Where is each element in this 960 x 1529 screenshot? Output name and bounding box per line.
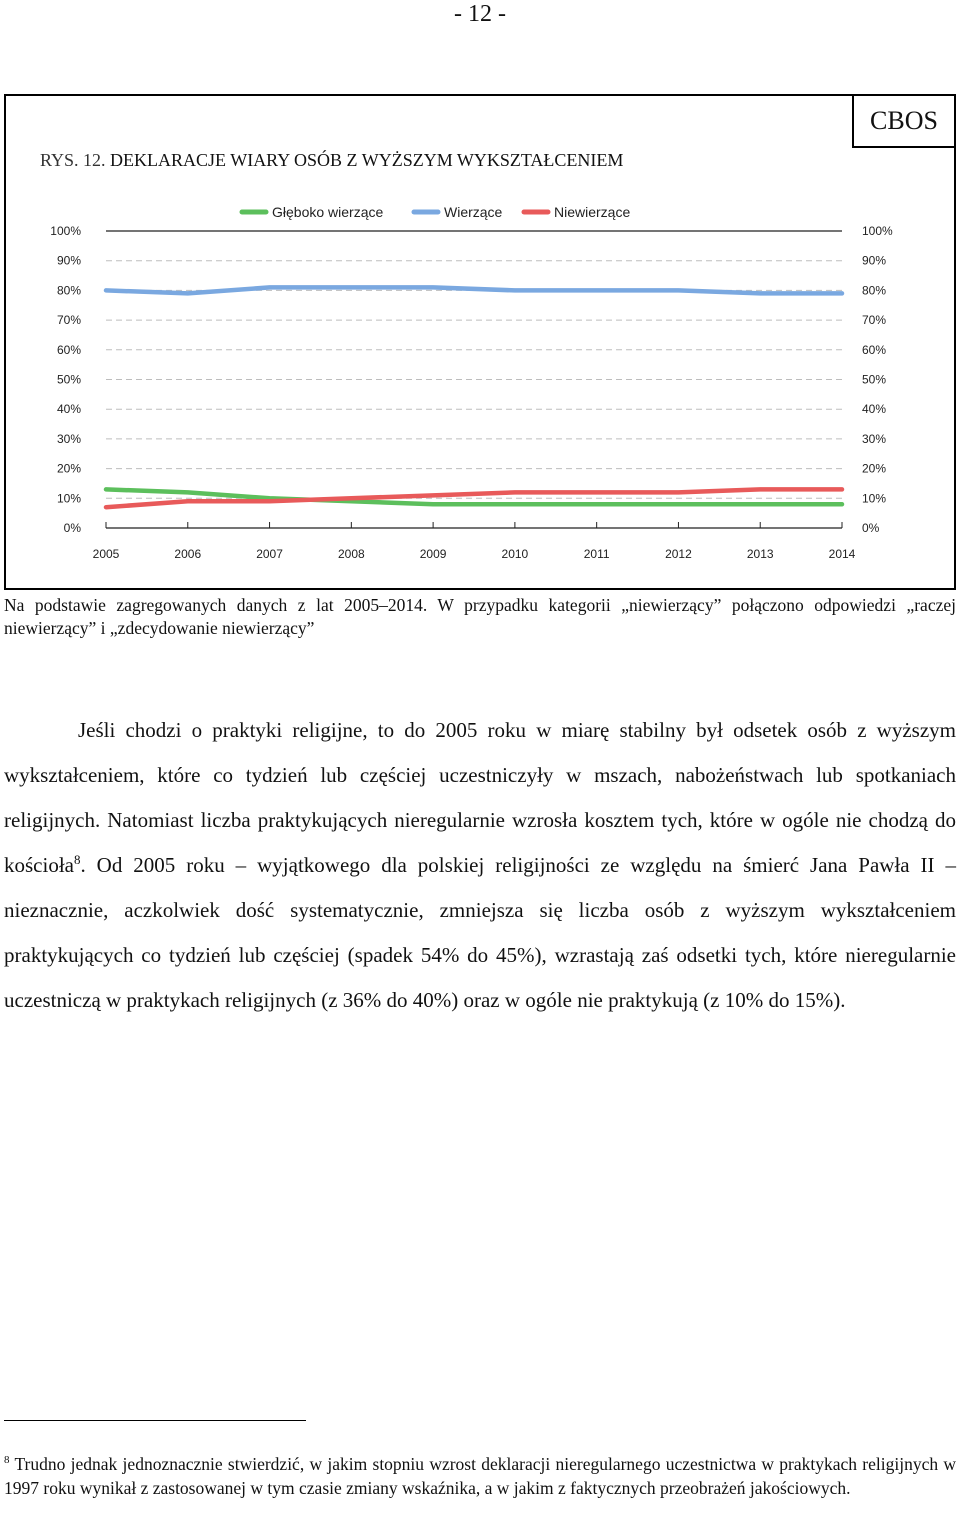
series-line-1 [106, 287, 842, 293]
figure-caption: Na podstawie zagregowanych danych z lat 2005–2014. W przypadku kategorii „niewierzący” połączono odpowiedzi „raczej niewierzący” i „zdecydowanie niewierzący” [4, 595, 956, 638]
x-tick-label: 2006 [174, 547, 202, 561]
y-tick-label-right: 30% [862, 431, 887, 446]
y-tick-label-left: 100% [50, 224, 81, 238]
y-tick-label-left: 50% [56, 372, 81, 387]
chart-legend [242, 204, 630, 220]
y-tick-label-right: 50% [862, 372, 887, 387]
x-tick-label: 2008 [337, 547, 365, 561]
footnote-number: 8 [4, 1454, 10, 1467]
figure-number: RYS. 12. [40, 150, 106, 170]
y-tick-label-left: 30% [56, 431, 81, 446]
chart-grid [106, 231, 842, 528]
y-tick-label-left: 0% [63, 521, 81, 535]
y-tick-label-left: 90% [56, 253, 81, 268]
y-tick-label-right: 100% [862, 224, 893, 238]
footnote-text: Trudno jednak jednoznacznie stwierdzić, w jakim stopniu wzrost deklaracji nieregularnego uczestnictwa w praktykach religijnych w 1997 roku wynikał z zastosowanej w tym czasie zmiany wskaźnika, a w jakim z faktycznych przeobrażeń jakościowych. [4, 1454, 957, 1498]
x-tick-label: 2011 [583, 547, 610, 561]
body-paragraph [4, 708, 956, 1023]
paragraph-text-2: . Od 2005 roku – wyjątkowego dla polskiej religijności ze względu na śmierć Jana Pawła II – nieznacznie, aczkolwiek dość systematycznie, zmniejsza się liczba osób z wyższym wykształceniem praktykujących co tydzień lub częściej (spadek 54% do 45%), wzrastają zaś odsetki tych, które nieregularnie uczestniczą w praktykach religijnych (z 36% do 40%) oraz w ogóle nie praktykują (z 10% do 15%). [4, 853, 956, 1012]
y-axis-right [862, 224, 893, 535]
x-tick-label: 2014 [828, 547, 856, 561]
y-tick-label-right: 90% [862, 253, 887, 268]
y-tick-label-left: 80% [56, 283, 81, 298]
y-tick-label-left: 70% [56, 313, 81, 328]
legend-label: Niewierzące [554, 204, 631, 220]
x-tick-label: 2007 [256, 547, 283, 561]
x-tick-label: 2009 [419, 547, 447, 561]
paragraph-text-1: Jeśli chodzi o praktyki religijne, to do 2005 roku w miarę stabilny był odsetek osób z wyższym wykształceniem, które co tydzień lub częściej uczestniczyły w mszach, nabożeństwach lub spotkaniach religijnych. Natomiast liczba praktykujących nieregularnie wzrosła kosztem tych, które w ogóle nie chodzą do kościoła [4, 718, 956, 877]
page-number: - 12 - [454, 1, 506, 27]
y-tick-label-right: 80% [862, 283, 887, 298]
figure-title [40, 148, 623, 172]
y-tick-label-left: 10% [56, 491, 81, 506]
y-axis-left [50, 224, 81, 535]
y-tick-label-right: 70% [862, 313, 887, 328]
y-tick-label-left: 60% [56, 342, 81, 357]
y-tick-label-right: 0% [862, 521, 880, 535]
y-tick-label-right: 60% [862, 342, 887, 357]
cbos-badge: CBOS [852, 94, 956, 148]
y-tick-label-right: 40% [862, 402, 887, 417]
x-tick-label: 2012 [665, 547, 692, 561]
y-tick-label-left: 40% [56, 402, 81, 417]
line-chart [6, 196, 950, 572]
figure-title-text: DEKLARACJE WIARY OSÓB Z WYŻSZYM WYKSZTAŁCENIEM [110, 150, 624, 170]
x-tick-label: 2005 [92, 547, 120, 561]
footnote-separator [4, 1420, 306, 1421]
legend-label: Głęboko wierzące [272, 204, 384, 220]
footnote-reference[interactable]: 8 [73, 852, 81, 867]
x-tick-label: 2010 [501, 547, 529, 561]
y-tick-label-left: 20% [56, 461, 81, 476]
x-tick-label: 2013 [746, 547, 774, 561]
footnote [4, 1452, 956, 1500]
y-tick-label-right: 10% [862, 491, 887, 506]
legend-label: Wierzące [444, 204, 503, 220]
y-tick-label-right: 20% [862, 461, 887, 476]
